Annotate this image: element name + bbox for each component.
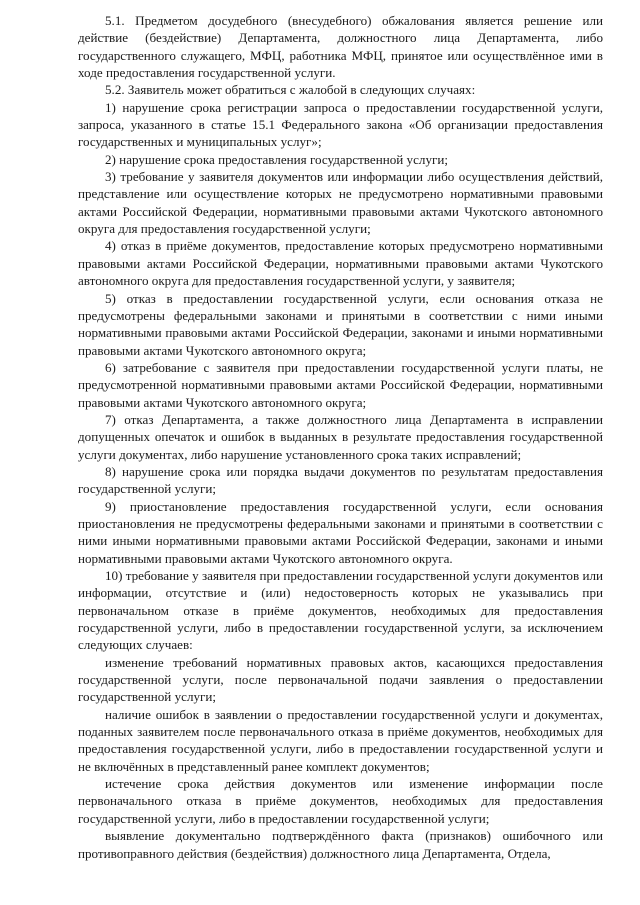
exception-item-3: истечение срока действия документов или изменение информации после первоначального отказа в приёме документов, необходимых для предоставления государственной услуги, либо в предоставлении государственной услуги;	[78, 776, 603, 826]
exception-item-2: наличие ошибок в заявлении о предоставлении государственной услуги и документах, поданных заявителем после первоначального отказа в приёме документов, необходимых для предоставления государственной услуги, либо в предоставлении государственной услуги и не включённых в представленный ранее комплект документов;	[78, 706, 603, 774]
list-item-1: 1) нарушение срока регистрации запроса о предоставлении государственной услуги, запроса, указанного в статье 15.1 Федерального закона «Об организации предоставления государственных и муниципальных услуг»;	[78, 99, 603, 150]
document-body	[78, 12, 603, 862]
list-item-4: 4) отказ в приёме документов, предоставление которых предусмотрено нормативными правовыми актами Российской Федерации, нормативными правовыми актами Чукотского автономного округа для предоставления государственной услуги, у заявителя;	[78, 238, 603, 289]
list-item-6: 6) затребование с заявителя при предоставлении государственной услуги платы, не предусмотренной нормативными правовыми актами Российской Федерации, нормативными правовыми актами Чукотского автономного округа;	[78, 359, 603, 410]
exception-item-1: изменение требований нормативных правовых актов, касающихся предоставления государственной услуги, после первоначальной подачи заявления о предоставлении государственной услуги;	[78, 654, 603, 705]
exception-item-4: выявление документально подтверждённого факта (признаков) ошибочного или противоправного действия (бездействия) должностного лица Департамента, Отдела,	[78, 828, 603, 861]
list-item-5: 5) отказ в предоставлении государственной услуги, если основания отказа не предусмотрены федеральными законами и принятыми в соответствии с ними иными нормативными правовыми актами Российской Федерации, законами и иными нормативными правовыми актами Чукотского автономного округа;	[78, 290, 603, 358]
list-item-10: 10) требование у заявителя при предоставлении государственной услуги документов или информации, отсутствие и (или) недостоверность которых не указывались при первоначальном отказе в приёме документов, необходимых для предоставления государственной услуги, либо в предоставлении государственной услуги, за исключением следующих случаев:	[78, 568, 603, 653]
list-item-9: 9) приостановление предоставления государственной услуги, если основания приостановления не предусмотрены федеральными законами и принятыми в соответствии с ними иными нормативными правовыми актами Российской Федерации, законами и иными нормативными правовыми актами Чукотского автономного округа.	[78, 498, 603, 566]
paragraph-5-1: 5.1. Предметом досудебного (внесудебного) обжалования является решение или действие (бездействие) Департамента, должностного лица Департамента, либо государственного служащего, МФЦ, работника МФЦ, принятое или осуществлённое ими в ходе предоставления государственной услуги.	[78, 13, 603, 81]
list-item-7: 7) отказ Департамента, а также должностного лица Департамента в исправлении допущенных опечаток и ошибок в выданных в результате предоставления государственной услуги документах, либо нарушение установленного срока таких исправлений;	[78, 411, 603, 462]
list-item-8: 8) нарушение срока или порядка выдачи документов по результатам предоставления государственной услуги;	[78, 463, 603, 497]
list-item-3: 3) требование у заявителя документов или информации либо осуществления действий, представление или осуществление которых не предусмотрено нормативными правовыми актами Российской Федерации, нормативными правовыми актами Чукотского автономного округа для предоставления государственной услуги;	[78, 169, 603, 237]
paragraph-5-2: 5.2. Заявитель может обратиться с жалобой в следующих случаях:	[105, 82, 476, 98]
list-item-2: 2) нарушение срока предоставления государственной услуги;	[105, 151, 449, 167]
